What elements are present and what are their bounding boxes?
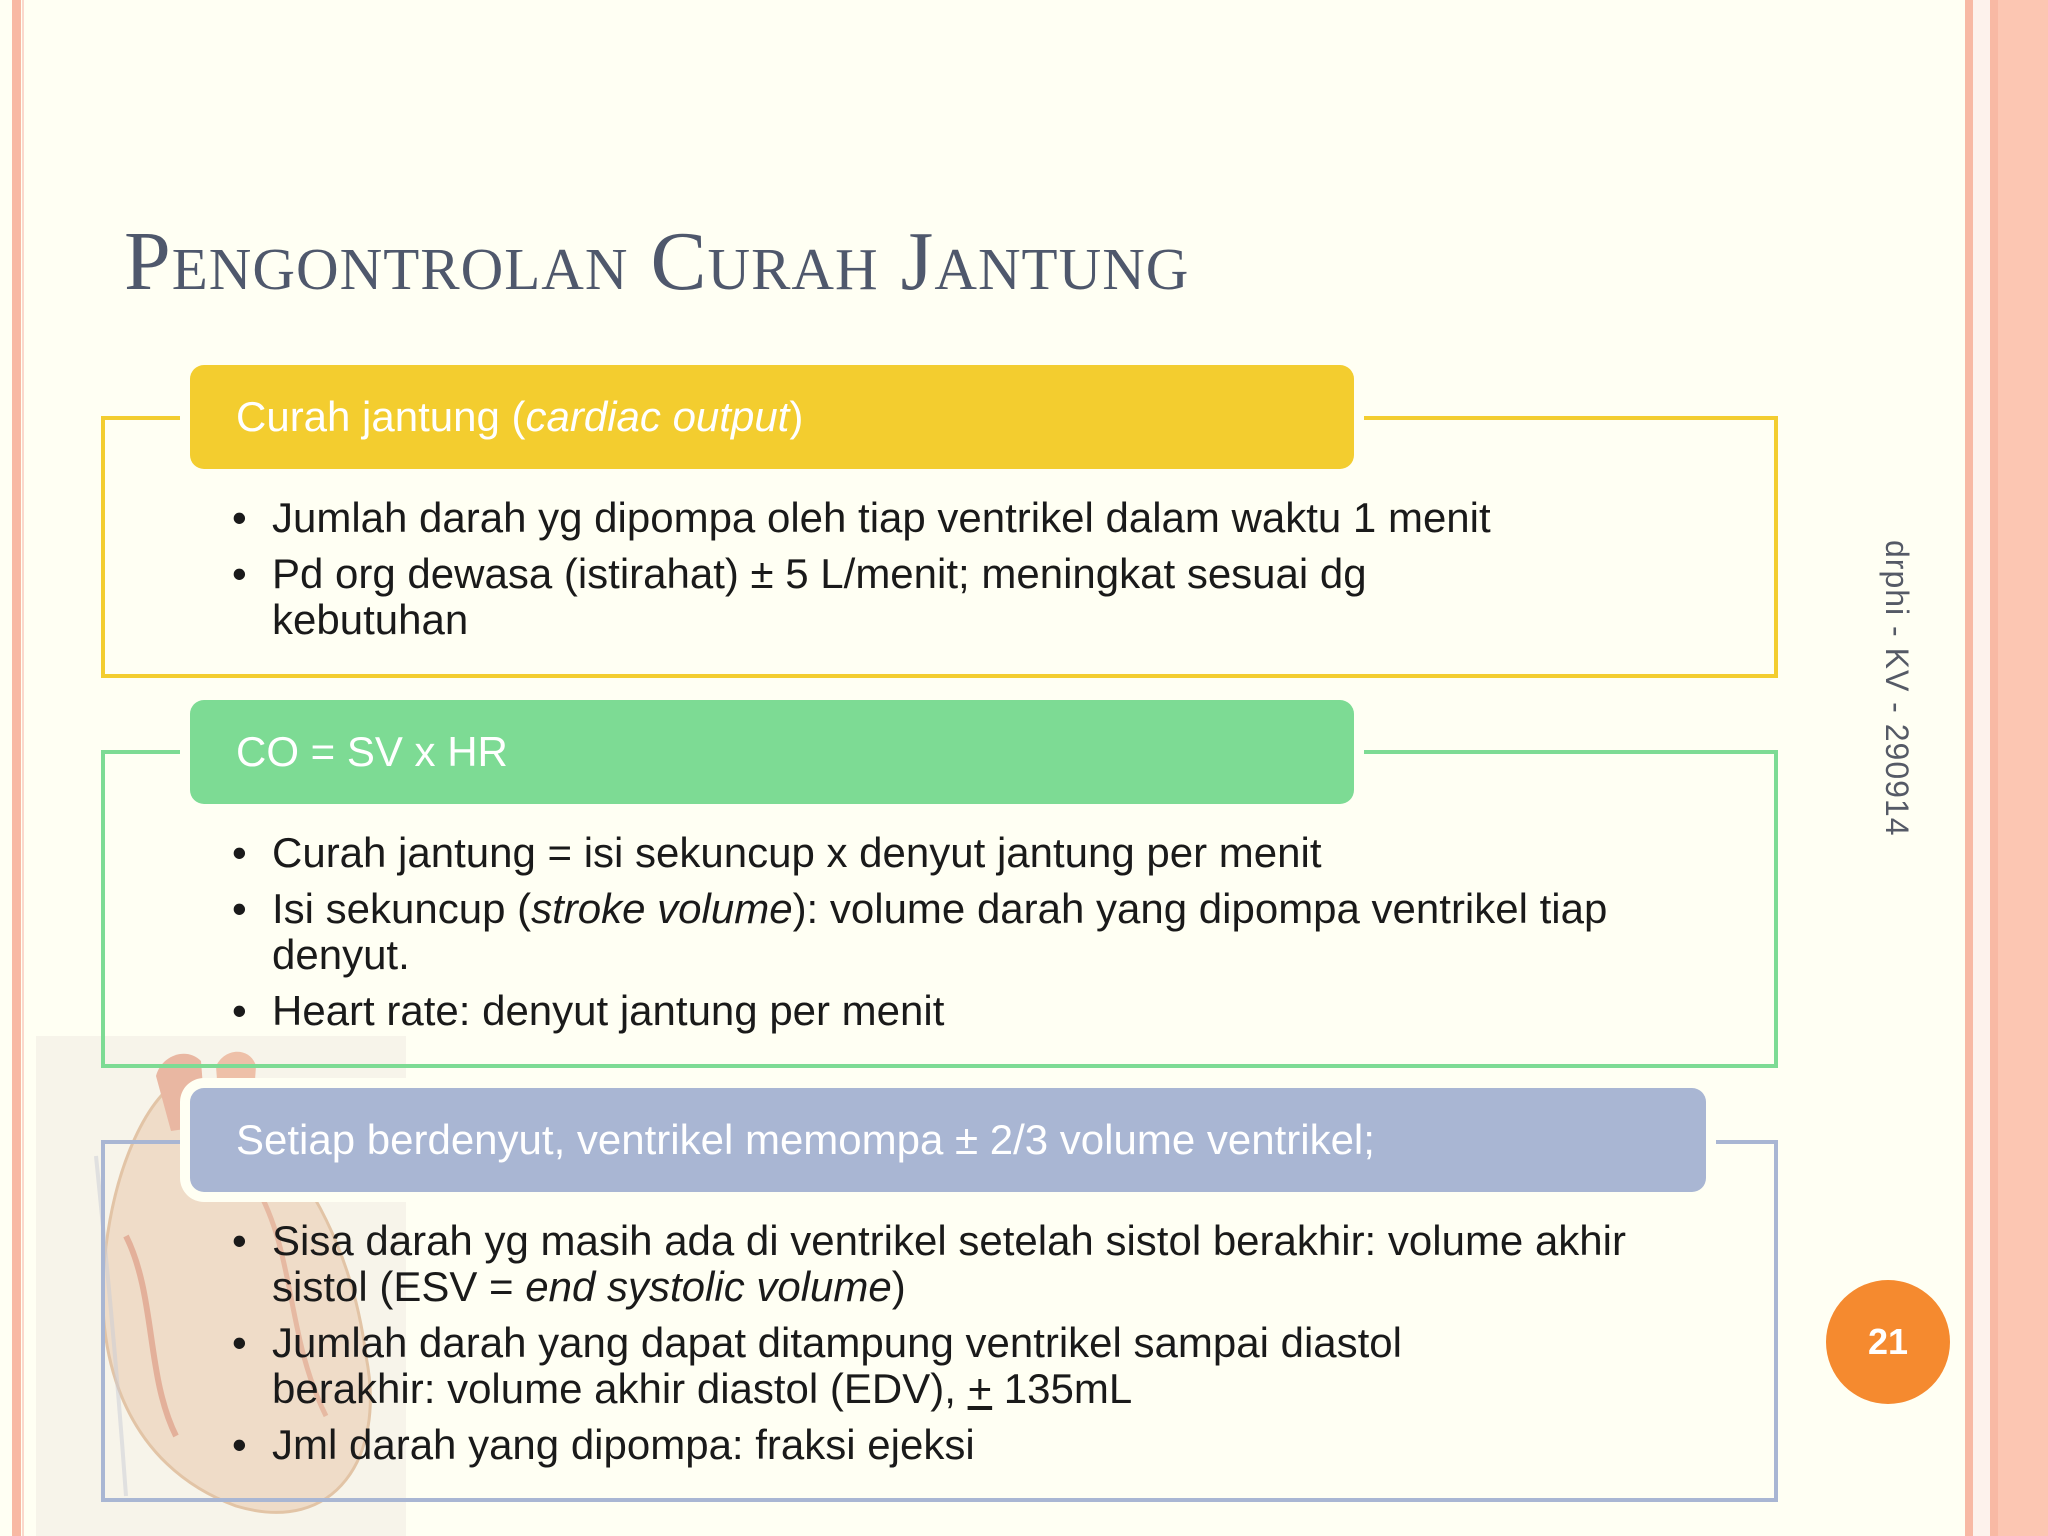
list-item-text: 135mL — [992, 1365, 1133, 1412]
section-heading-co-formula — [190, 700, 1354, 804]
section-heading-cardiac-output — [190, 365, 1354, 469]
page-title: Pengontrolan Curah Jantung — [124, 215, 1190, 308]
section-heading-end: ) — [789, 393, 804, 440]
list-item-text: Sisa darah yg masih ada di ventrikel setelah sistol berakhir: volume akhir sistol (ESV = — [272, 1217, 1626, 1310]
left-accent-strip-inner — [22, 0, 24, 1536]
section-heading-text: Setiap berdenyut, ventrikel memompa ± 2/3 volume ventrikel; — [236, 1116, 1375, 1163]
bullet-list-ventricle — [232, 1218, 1672, 1478]
section-heading-italic: cardiac output — [525, 393, 790, 440]
plus-minus-underlined: + — [967, 1365, 993, 1412]
list-item-text: Isi sekuncup ( — [272, 885, 532, 932]
list-item: • Curah jantung = isi sekuncup x denyut jantung per menit — [232, 830, 1672, 876]
side-note-author: drphi - KV - 290914 — [1879, 540, 1915, 837]
section-heading-text: CO = SV x HR — [236, 728, 508, 775]
list-item: • Jumlah darah yg dipompa oleh tiap ventrikel dalam waktu 1 menit — [232, 495, 1672, 541]
list-item-text: Jumlah darah yang dapat ditampung ventrikel sampai diastol berakhir: volume akhir diastol (EDV), — [272, 1319, 1403, 1412]
list-item — [232, 886, 1672, 978]
right-accent-strip — [1965, 0, 1973, 1536]
list-item — [232, 1320, 1572, 1412]
list-item: • Heart rate: denyut jantung per menit — [232, 988, 1672, 1034]
section-heading-ventricle — [190, 1088, 1706, 1192]
bullet-list-cardiac-output — [232, 495, 1672, 653]
left-accent-strip — [12, 0, 21, 1536]
right-accent-strip-wide — [1998, 0, 2048, 1536]
section-heading-text: Curah jantung ( — [236, 393, 526, 440]
bullet-list-co-formula — [232, 830, 1672, 1044]
list-item-italic: stroke volume — [531, 885, 793, 932]
list-item: • Pd org dewasa (istirahat) ± 5 L/menit; meningkat sesuai dg kebutuhan — [232, 551, 1532, 643]
right-accent-strip-inner — [1990, 0, 1998, 1536]
list-item: • Jml darah yang dipompa: fraksi ejeksi — [232, 1422, 1672, 1468]
right-accent-strip-gap — [1973, 0, 1990, 1536]
list-item-italic: end systolic volume — [525, 1263, 892, 1310]
page-number-badge: 21 — [1826, 1280, 1950, 1404]
list-item — [232, 1218, 1672, 1310]
list-item-text: ): volume darah yang dipompa ventrikel tiap denyut. — [272, 885, 1608, 978]
list-item-text: ) — [891, 1263, 906, 1310]
